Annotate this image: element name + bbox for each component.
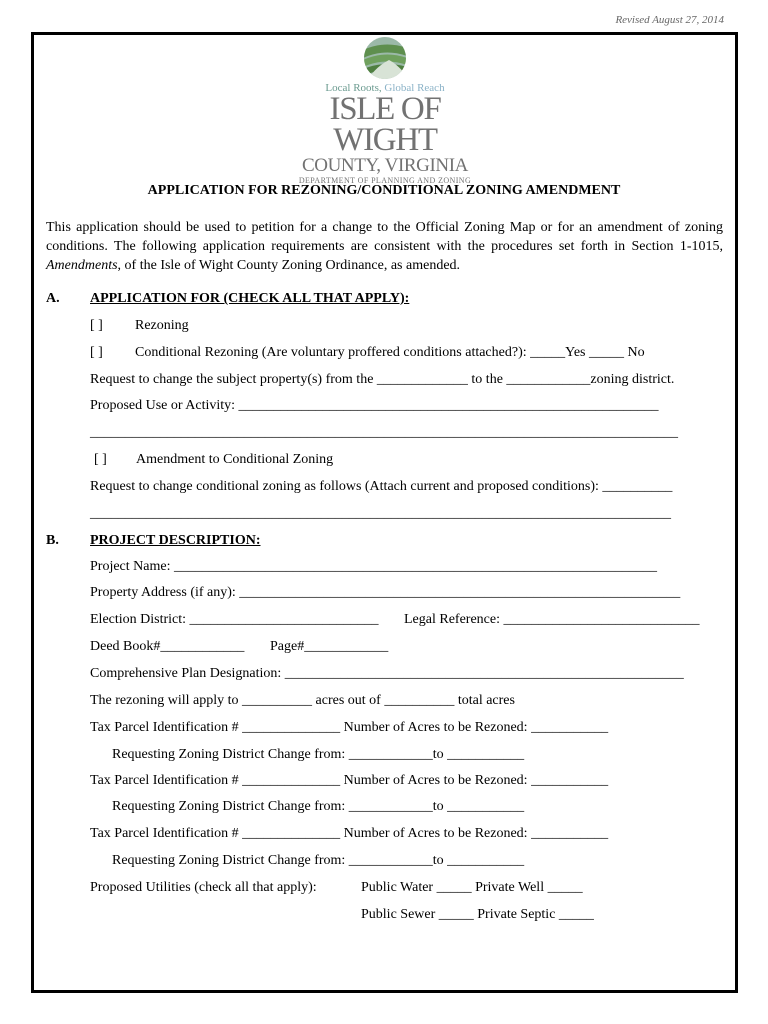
tax-parcel-row[interactable]: Tax Parcel Identification # ______________ Number of Acres to be Rezoned: ___________ [90,826,609,841]
intro-paragraph: This application should be used to petition for a change to the Official Zoning Map or for an amendment of zoning conditions. The following application requirements are consistent with the procedures set forth in Section 1-1015, Amendments, of the Isle of Wight County Zoning Ordinance, as amended. [46,220,723,273]
property-address-field[interactable]: Property Address (if any): _______________________________________________________________ [90,585,681,600]
rezoning-label: Rezoning [135,318,189,333]
project-name-field[interactable]: Project Name: _____________________________________________________________________ [90,559,657,574]
sewer-utilities-field[interactable]: Public Sewer _____ Private Septic _____ [361,907,594,922]
section-a-heading: APPLICATION FOR (CHECK ALL THAT APPLY): [90,291,410,306]
zoning-district-change-row[interactable]: Requesting Zoning District Change from: ____________to ___________ [112,853,525,868]
tax-parcel-row[interactable]: Tax Parcel Identification # ______________ Number of Acres to be Rezoned: ___________ [90,773,609,788]
rezoning-checkbox[interactable]: [ ] [90,318,103,333]
zoning-district-change-row[interactable]: Requesting Zoning District Change from: ____________to ___________ [112,747,525,762]
section-b-heading: PROJECT DESCRIPTION: [90,533,261,548]
page-number-field[interactable]: Page#____________ [270,639,389,654]
conditional-zoning-request-field[interactable]: Request to change conditional zoning as follows (Attach current and proposed conditions): __________ [90,479,673,494]
county-name: ISLE OF WIGHT [329,91,441,158]
comprehensive-plan-field[interactable]: Comprehensive Plan Designation: _________________________________________________________ [90,666,684,681]
proposed-use-field[interactable]: Proposed Use or Activity: ____________________________________________________________ [90,398,659,413]
conditional-rezoning-field[interactable]: Conditional Rezoning (Are voluntary proffered conditions attached?): _____Yes _____ No [135,345,645,360]
amendment-checkbox[interactable]: [ ] [94,452,107,467]
tax-parcel-row[interactable]: Tax Parcel Identification # ______________ Number of Acres to be Rezoned: ___________ [90,720,609,735]
zoning-district-change-row[interactable]: Requesting Zoning District Change from: ____________to ___________ [112,799,525,814]
rezoning-acres-field[interactable]: The rezoning will apply to __________ acres out of __________ total acres [90,693,515,708]
slogan: Local Roots, Global Reach [325,82,445,94]
amendment-label: Amendment to Conditional Zoning [136,452,334,467]
landscape-emblem-icon [363,36,407,80]
proposed-utilities-label: Proposed Utilities (check all that apply): [90,880,317,895]
legal-reference-field[interactable]: Legal Reference: ____________________________ [404,612,700,627]
section-a-letter: A. [46,291,60,306]
county-state: COUNTY, VIRGINIA [301,155,468,176]
form-title: APPLICATION FOR REZONING/CONDITIONAL ZONING AMENDMENT [147,183,621,198]
department-name: DEPARTMENT OF PLANNING AND ZONING [298,176,472,185]
request-change-field[interactable]: Request to change the subject property(s) from the _____________ to the ____________zoning district. [90,372,675,387]
water-utilities-field[interactable]: Public Water _____ Private Well _____ [361,880,583,895]
section-b-letter: B. [46,533,59,548]
conditional-rezoning-checkbox[interactable]: [ ] [90,345,103,360]
proposed-use-continuation[interactable]: ____________________________________________________________________________________ [90,425,678,440]
county-logo [277,36,493,185]
deed-book-field[interactable]: Deed Book#____________ [90,639,245,654]
election-district-field[interactable]: Election District: ___________________________ [90,612,379,627]
revision-date: Revised August 27, 2014 [615,14,724,26]
conditional-zoning-continuation[interactable]: ___________________________________________________________________________________ [90,506,671,521]
